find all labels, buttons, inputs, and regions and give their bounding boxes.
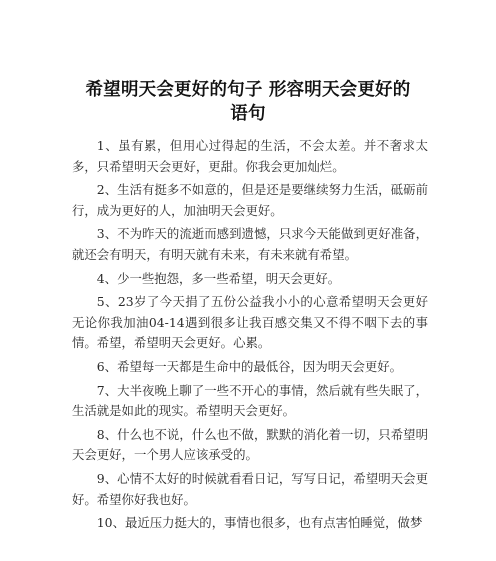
paragraph-3: 3、不为昨天的流逝而感到遗憾，只求今天能做到更好准备，就还会有明天，有明天就有未来，有未来就有希望。 bbox=[72, 226, 428, 262]
paragraph-5: 5、23岁了今天捐了五份公益我小小的心意希望明天会更好无论你我加油04-14遇到很多让我百感交集又不得不咽下去的事情。希望，希望明天会更好。心累。 bbox=[72, 294, 428, 351]
paragraph-1: 1、虽有累，但用心过得起的生活，不会太差。并不奢求太多，只希望明天会更好，更甜。你我会更加灿烂。 bbox=[72, 138, 428, 174]
paragraph-2: 2、生活有挺多不如意的，但是还是要继续努力生活，砥砺前行，成为更好的人，加油明天会更好。 bbox=[72, 182, 428, 218]
paragraph-7: 7、大半夜晚上聊了一些不开心的事情，然后就有些失眠了，生活就是如此的现实。希望明天会更好。 bbox=[72, 382, 428, 419]
title-line-2: 语句 bbox=[230, 104, 266, 124]
document-title bbox=[56, 78, 440, 126]
document-body bbox=[72, 136, 428, 537]
paragraph-4: 4、少一些抱怨，多一些希望，明天会更好。 bbox=[96, 270, 341, 286]
paragraph-6: 6、希望每一天都是生命中的最低谷，因为明天会更好。 bbox=[96, 358, 403, 374]
paragraph-8: 8、什么也不说，什么也不做，默默的消化着一切，只希望明天会更好，一个男人应该承受的。 bbox=[72, 426, 428, 463]
paragraph-9: 9、心情不太好的时候就看看日记，写写日记，希望明天会更好。希望你好我也好。 bbox=[72, 470, 428, 507]
paragraph-10: 10、最近压力挺大的，事情也很多，也有点害怕睡觉，做梦 bbox=[96, 515, 423, 531]
title-line-1: 希望明天会更好的句子 形容明天会更好的 bbox=[85, 80, 411, 100]
